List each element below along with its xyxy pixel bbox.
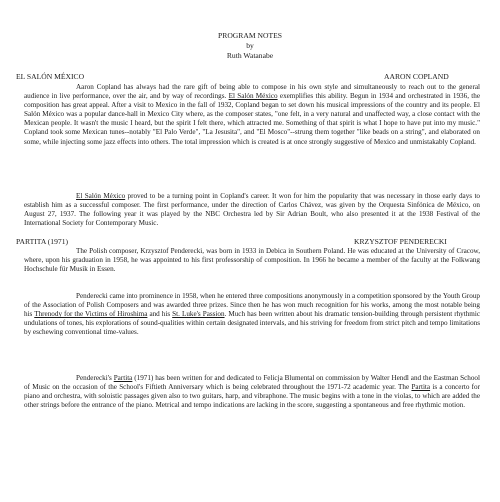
paragraph-text: and his [147,310,173,319]
work-title: Partita [113,374,133,382]
section-composer-penderecki: KRZYSZTOF PENDERECKI [354,237,447,246]
work-title: Threnody for the Victims of Hiroshima [34,310,148,319]
paragraph-text: . Much has been written about his dramatic tension-building through persistent rhythmic undulations of tones, his explorations of sound-qualities within certain designated intervals, and his striving for freedom from strict pitch and tempo limitations by eschewing conventional time-values. [24,310,481,337]
paragraph-text: Aaron Copland has always had the rare gift of being able to compose in his own style and simultaneously to reach out to the general audience in live performance, over the air, and by way of recordings. [24,83,480,101]
page-title: PROGRAM NOTES [218,31,282,40]
paragraph-text: Penderecki came into prominence in 1958, when he entered three compositions anonymously in a competition sponsored by the Youth Group of the Association of Polish Composers and was awarded three prizes. Since then he has won much recognition for his works, among the most notable being his [24,292,480,319]
work-title: St. Luke's Passion [172,310,225,319]
paragraph [24,292,480,337]
paragraph-text: exemplifies this ability. Begun in 1934 and orchestrated in 1936, the composition has great appeal. After a visit to Mexico in the fall of 1932, Copland began to set down his musical impressions of the country and its people. El Salón México was a popular dance-hall in Mexico City where, as the composer states, "one felt, in a very natural and unaffected way, a close contact with the Mexican people. It wasn't the music I heard, but the spirit I felt there, which attracted me. Something of that spirit is what I hope to have put into my music." Copland took some Mexican tunes--notably "El Palo Verde", "La Jesusita", and "El Mosco"--strung them together "like beads on a string", and elaborated on some, while injecting some jazz effects into others. The total impression which is created is at once strongly suggestive of Mexico and unmistakably Copland. [24,92,480,146]
work-title: El Salón México [228,92,278,101]
section-title-partita: PARTITA (1971) [16,237,69,246]
paragraph-text: The Polish composer, Krzysztof Penderecki, was born in 1933 in Debica in Southern Poland. He was educated at the University of Cracow, where, upon his graduation in 1958, he was appointed to his first professorship of composition. In 1966 he became a member of the faculty at the Folkwang Hochschule für Musik in Essen. [24,247,480,274]
section-title-salon-mexico: EL SALÓN MÉXICO [16,72,85,81]
work-title: El Salón México [76,192,126,200]
byline-by: by [246,41,254,50]
paragraph-text: proved to be a turning point in Copland's career. It won for him the popularity that was necessary in those early days to establish him as a successful composer. The first performance, under the direction of Carlos Chávez, was given by the Orquesta Sinfónica de México, on August 27, 1937. The following year it was played by the NBC Orchestra led by Sir Adrian Boult, who also presented it at the 1938 Festival of the International Society for Contemporary Music. [24,192,480,228]
paragraph [24,247,480,274]
work-title: Partita [411,383,431,392]
paragraph-text: is a concerto for piano and orchestra, with soloistic passages given also to two guitars, harp, and vibraphone. The music begins with a tone in the violas, to which are added the other strings before the entrance of the piano. Metrical and tempo indications are lacking in the score, suggesting a spontaneous and free rhythmic motion. [24,383,480,410]
paragraph [24,374,480,410]
section-composer-copland: AARON COPLAND [384,72,449,81]
paragraph-text: Penderecki's [76,374,114,382]
paragraph [24,83,480,147]
paragraph [24,192,480,228]
author-name: Ruth Watanabe [226,51,274,60]
paragraph-text: (1971) has been written for and dedicated to Felicja Blumental on commission by Walter Hendl and the Eastman School of Music on the occasion of the School's Fiftieth Anniversary which is being celebrated throughout the 1971-72 academic year. The [24,374,480,392]
